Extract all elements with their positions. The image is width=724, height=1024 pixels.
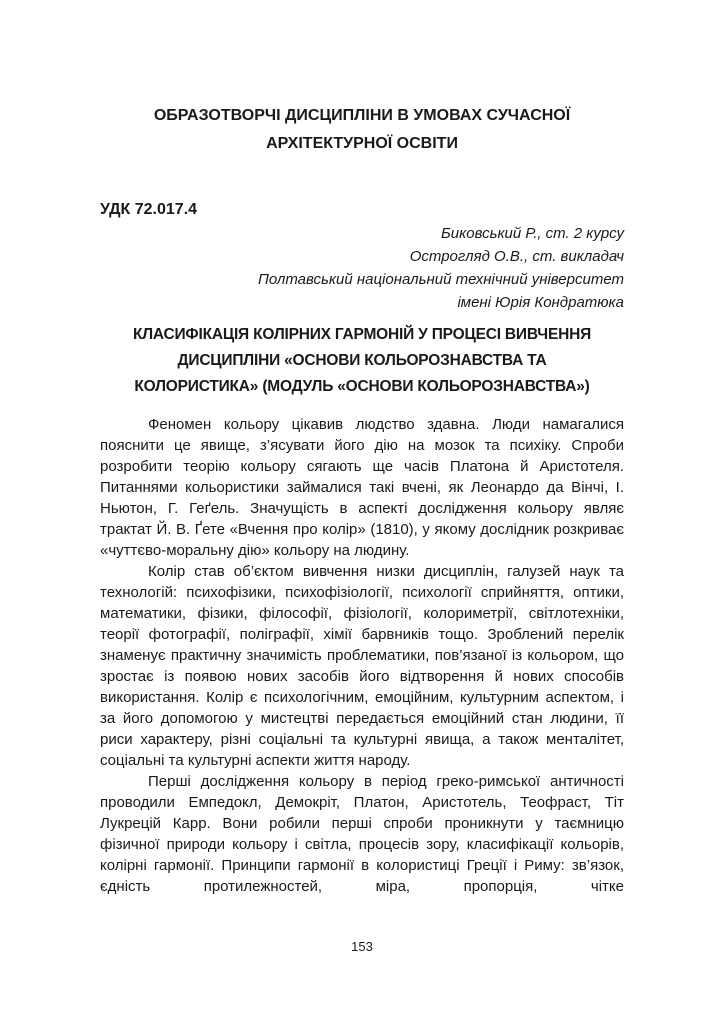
page-content bbox=[100, 102, 624, 897]
article-title-line: КЛАСИФІКАЦІЯ КОЛІРНИХ ГАРМОНІЙ У ПРОЦЕСІ ВИВЧЕННЯ bbox=[132, 326, 592, 343]
body-paragraph: Феномен кольору цікавив людство здавна. Люди намагалися пояснити це явище, з’ясувати його дію на мозок та психіку. Спроби розробити теорію кольору сягають ще часів Платона й Аристотеля. Питаннями кольористики займалися такі вчені, як Леонардо да Вінчі, І. Ньютон, Г. Геґель. Значущість в аспекті дослідження кольору являє трактат Й. В. Ґете «Вчення про колір» (1810), у якому дослідник розкриває «чуттєво-моральну дію» кольору на людину. bbox=[100, 416, 624, 559]
author-line: Полтавський національний технічний університет bbox=[258, 271, 624, 288]
author-block bbox=[100, 222, 624, 314]
author-line: Острогляд О.В., ст. викладач bbox=[409, 248, 624, 265]
udc-code: УДК 72.017.4 bbox=[100, 201, 198, 218]
chapter-title-line: АРХІТЕКТУРНОЇ ОСВІТИ bbox=[266, 135, 458, 152]
article-title-line: ДИСЦИПЛІНИ «ОСНОВИ КОЛЬОРОЗНАВСТВА ТА bbox=[177, 352, 547, 369]
article-body bbox=[100, 414, 624, 897]
chapter-title-line: ОБРАЗОТВОРЧІ ДИСЦИПЛІНИ В УМОВАХ СУЧАСНОЇ bbox=[153, 107, 571, 124]
article-title bbox=[100, 322, 624, 400]
author-line: Биковський Р., ст. 2 курсу bbox=[441, 225, 624, 242]
author-line: імені Юрія Кондратюка bbox=[457, 294, 624, 311]
article-title-line: КОЛОРИСТИКА» (МОДУЛЬ «ОСНОВИ КОЛЬОРОЗНАВСТВА») bbox=[134, 378, 590, 395]
page-number: 153 bbox=[351, 939, 373, 954]
chapter-title bbox=[100, 102, 624, 158]
body-paragraph: Колір став об’єктом вивчення низки дисциплін, галузей наук та технологій: психофізики, психофізіології, психології сприйняття, оптики, математики, фізики, філософії, фізіології, колориметрії, світлотехніки, теорії фотографії, поліграфії, хімії барвників тощо. Зроблений перелік знаменує практичну значимість проблематики, пов’язаної із кольором, що зростає із появою нових засобів його відтворення й нових способів використання. Колір є психологічним, емоційним, культурним аспектом, і за його допомогою у мистецтві передається емоційний стан людини, її риси характеру, різні соціальні та культурні явища, а також менталітет, соціальні та культурні аспекти життя народу. bbox=[100, 563, 624, 769]
body-paragraph: Перші дослідження кольору в період греко-римської античності проводили Емпедокл, Демокріт, Платон, Аристотель, Теофраст, Тіт Лукрецій Карр. Вони робили перші спроби проникнути у таємницю фізичної природи кольору і світла, процесів зору, класифікації кольорів, колірні гармонії. Принципи гармонії в колористиці Греції і Риму: зв’язок, єдність протилежностей, міра, пропорція, чітке bbox=[100, 773, 624, 895]
